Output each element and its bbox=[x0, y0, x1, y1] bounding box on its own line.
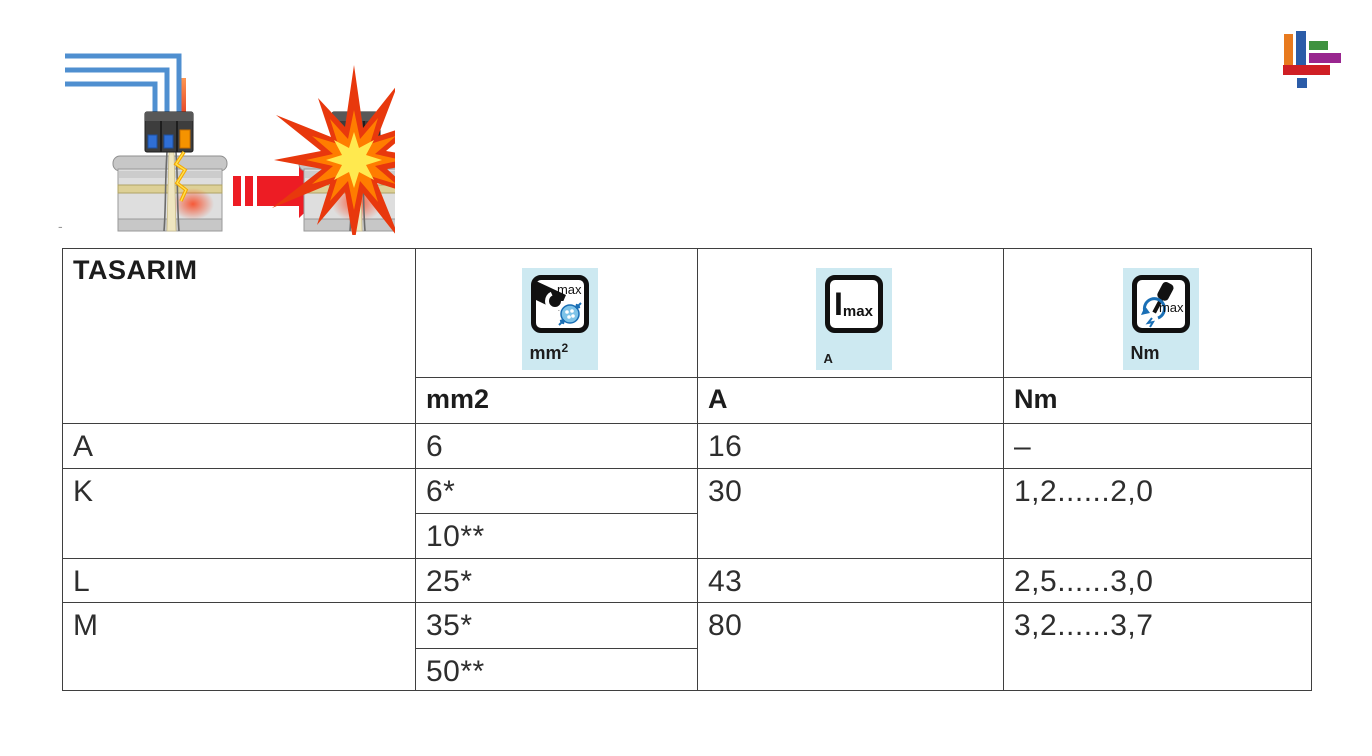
row-a-current: 16 bbox=[698, 424, 1004, 469]
logo-red-bar bbox=[1283, 65, 1330, 75]
max-torque-icon-cell bbox=[1004, 249, 1312, 378]
table-row bbox=[63, 559, 1312, 603]
max-current-icon-cell bbox=[698, 249, 1004, 378]
left-terminal-device bbox=[65, 56, 227, 231]
logo-green-bar bbox=[1309, 41, 1328, 50]
row-l-mm2: 25* bbox=[416, 559, 698, 603]
row-l-torque: 2,5......3,0 bbox=[1004, 559, 1312, 603]
max-current-icon bbox=[816, 268, 892, 370]
design-spec-table bbox=[62, 248, 1312, 691]
current-sub-label: max bbox=[842, 302, 873, 320]
row-m-mm2-secondary: 50** bbox=[416, 649, 698, 691]
table-row bbox=[63, 424, 1312, 469]
unit-header-nm: Nm bbox=[1004, 378, 1312, 424]
unit-header-a: A bbox=[698, 378, 1004, 424]
icon-unit-mm2: $mm^2$ bbox=[529, 341, 569, 363]
row-a-torque: – bbox=[1004, 424, 1312, 469]
table-row bbox=[63, 469, 1312, 514]
max-label: max bbox=[1158, 300, 1184, 315]
logo-blue-square bbox=[1297, 78, 1307, 88]
row-l-current: 43 bbox=[698, 559, 1004, 603]
max-torque-icon bbox=[1123, 268, 1199, 370]
icon-unit-nm: Nm bbox=[1130, 343, 1160, 363]
row-m-current: 80 bbox=[698, 603, 1004, 691]
row-a-mm2: 6 bbox=[416, 424, 698, 469]
brand-logo bbox=[1283, 31, 1345, 89]
design-m-label: M bbox=[63, 603, 416, 691]
logo-orange-bar bbox=[1284, 34, 1293, 65]
icon-unit-a: A bbox=[823, 351, 833, 366]
row-m-mm2-primary: 35* bbox=[416, 603, 698, 649]
row-k-mm2-secondary: 10** bbox=[416, 514, 698, 559]
design-a-label: A bbox=[63, 424, 416, 469]
stray-dash-mark: - bbox=[58, 218, 63, 234]
logo-blue-bar bbox=[1296, 31, 1306, 67]
row-m-torque: 3,2......3,7 bbox=[1004, 603, 1312, 691]
unit-header-mm2: mm2 bbox=[416, 378, 698, 424]
max-label: max bbox=[556, 282, 582, 297]
cross-section-icon-cell bbox=[416, 249, 698, 378]
row-k-mm2-primary: 6* bbox=[416, 469, 698, 514]
design-k-label: K bbox=[63, 469, 416, 559]
terminal-explosion-illustration bbox=[55, 20, 395, 235]
row-k-current: 30 bbox=[698, 469, 1004, 559]
row-k-torque: 1,2......2,0 bbox=[1004, 469, 1312, 559]
max-wire-cross-section-icon bbox=[522, 268, 598, 370]
table-title-cell: TASARIM bbox=[63, 249, 416, 424]
logo-purple-bar bbox=[1309, 53, 1341, 63]
current-symbol: I bbox=[834, 286, 843, 322]
design-l-label: L bbox=[63, 559, 416, 603]
table-row bbox=[63, 603, 1312, 649]
